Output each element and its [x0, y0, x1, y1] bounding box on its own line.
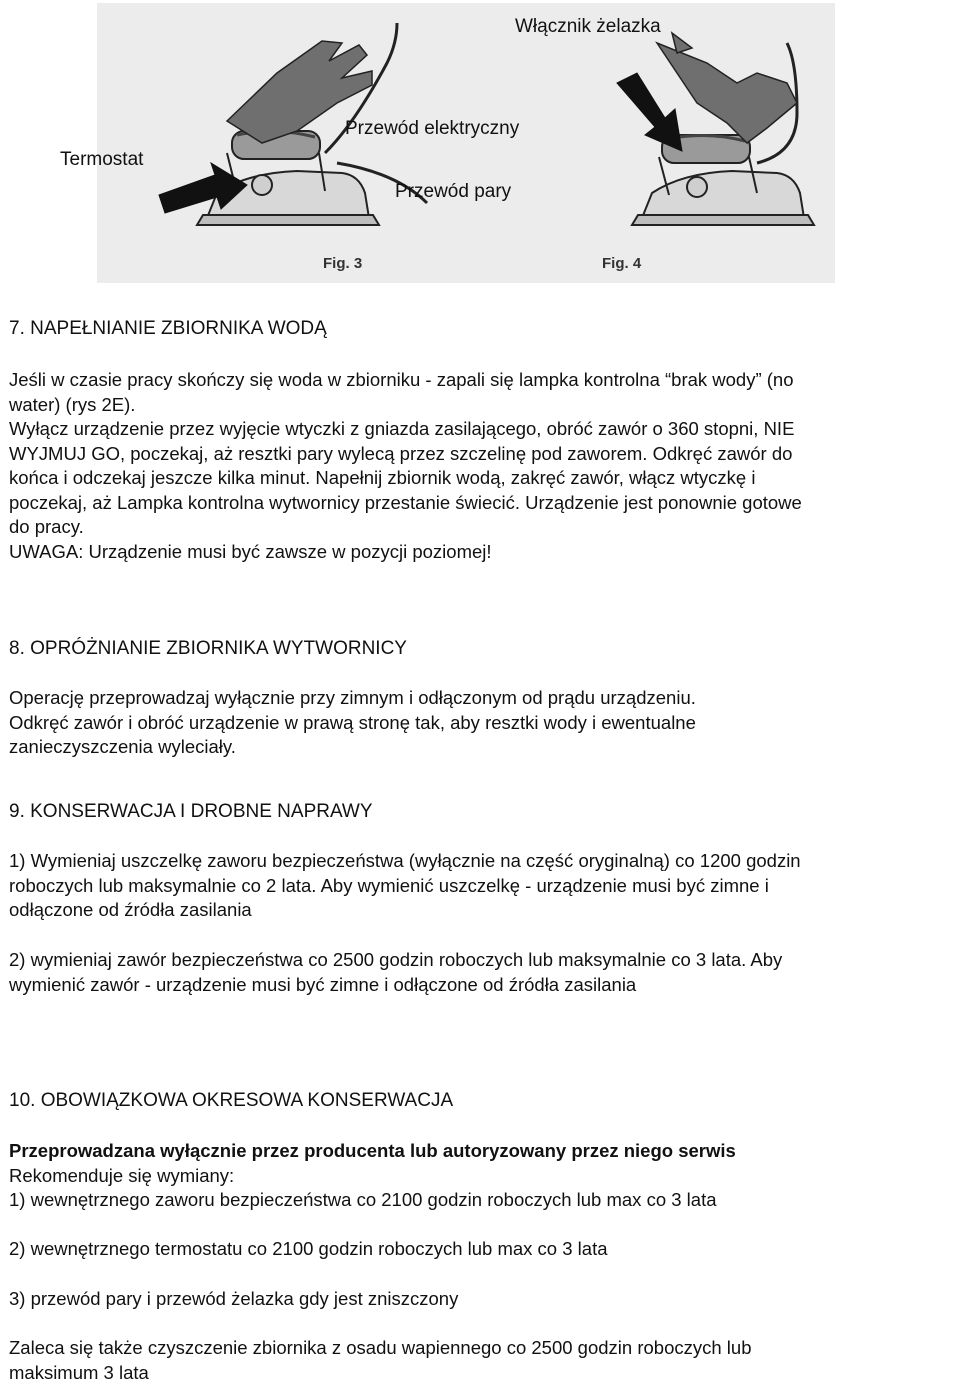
- label-power-cord: Przewód elektryczny: [345, 118, 519, 140]
- section8-line: zanieczyszczenia wyleciały.: [9, 735, 957, 760]
- section10-note-line: maksimum 3 lata: [9, 1361, 957, 1385]
- section9-item1-line: odłączone od źródła zasilania: [9, 898, 957, 923]
- iron-illustration: [97, 3, 835, 283]
- section7-line: Jeśli w czasie pracy skończy się woda w zbiorniku - zapali się lampka kontrolna “brak wody” (no: [9, 368, 957, 393]
- section8-line: Odkręć zawór i obróć urządzenie w prawą stronę tak, aby resztki wody i ewentualne: [9, 711, 957, 736]
- section9-item2: [9, 948, 957, 997]
- section10-item2: 2) wewnętrznego termostatu co 2100 godzin roboczych lub max co 3 lata: [9, 1237, 957, 1262]
- section7-line: Wyłącz urządzenie przez wyjęcie wtyczki z gniazda zasilającego, obróć zawór o 360 stopni, NIE: [9, 417, 957, 442]
- section10-heading: 10. OBOWIĄZKOWA OKRESOWA KONSERWACJA: [9, 1090, 453, 1112]
- section7-body: [9, 368, 957, 564]
- label-steam-hose: Przewód pary: [395, 181, 511, 203]
- section9-item1-line: roboczych lub maksymalnie co 2 lata. Aby wymienić uszczelkę - urządzenie musi być zimne i: [9, 874, 957, 899]
- caption-fig3: Fig. 3: [323, 255, 362, 272]
- section10-item1: 1) wewnętrznego zaworu bezpieczeństwa co 2100 godzin roboczych lub max co 3 lata: [9, 1188, 957, 1213]
- section7-line: poczekaj, aż Lampka kontrolna wytwornicy przestanie świecić. Urządzenie jest ponownie gotowe: [9, 491, 957, 516]
- section9-item2-line: wymienić zawór - urządzenie musi być zimne i odłączone od źródła zasilania: [9, 973, 957, 998]
- section10-note-line: Zaleca się także czyszczenie zbiornika z osadu wapiennego co 2500 godzin roboczych lub: [9, 1336, 957, 1361]
- section8-heading: 8. OPRÓŻNIANIE ZBIORNIKA WYTWORNICY: [9, 638, 407, 660]
- section7-line: końca i odczekaj jeszcze kilka minut. Napełnij zbiornik wodą, zakręć zawór, włącz wtyczkę i: [9, 466, 957, 491]
- iron-drawings: [97, 3, 835, 283]
- section10-note: [9, 1336, 957, 1385]
- section10-intro: [9, 1139, 957, 1213]
- section7-heading: 7. NAPEŁNIANIE ZBIORNIKA WODĄ: [9, 318, 327, 340]
- section10-authorized-service: Przeprowadzana wyłącznie przez producenta lub autoryzowany przez niego serwis: [9, 1139, 957, 1164]
- section10-recommend: Rekomenduje się wymiany:: [9, 1164, 957, 1189]
- caption-fig4: Fig. 4: [602, 255, 641, 272]
- label-thermostat: Termostat: [60, 149, 143, 171]
- section10-item3: 3) przewód pary i przewód żelazka gdy jest zniszczony: [9, 1287, 957, 1312]
- section8-line: Operację przeprowadzaj wyłącznie przy zimnym i odłączonym od prądu urządzeniu.: [9, 686, 957, 711]
- section9-item2-line: 2) wymieniaj zawór bezpieczeństwa co 2500 godzin roboczych lub maksymalnie co 3 lata. Aby: [9, 948, 957, 973]
- section7-line: water) (rys 2E).: [9, 393, 957, 418]
- section7-line: do pracy.: [9, 515, 957, 540]
- section9-heading: 9. KONSERWACJA I DROBNE NAPRAWY: [9, 801, 373, 823]
- section9-item1: [9, 849, 957, 923]
- section8-body: [9, 686, 957, 760]
- section7-line: WYJMUJ GO, poczekaj, aż resztki pary wylecą przez szczelinę pod zaworem. Odkręć zawór do: [9, 442, 957, 467]
- label-switch: Włącznik żelazka: [515, 16, 661, 38]
- arrow-switch: [617, 73, 682, 151]
- section7-warning: UWAGA: Urządzenie musi być zawsze w pozycji poziomej!: [9, 540, 957, 565]
- section9-item1-line: 1) Wymieniaj uszczelkę zaworu bezpieczeństwa (wyłącznie na część oryginalną) co 1200 godzin: [9, 849, 957, 874]
